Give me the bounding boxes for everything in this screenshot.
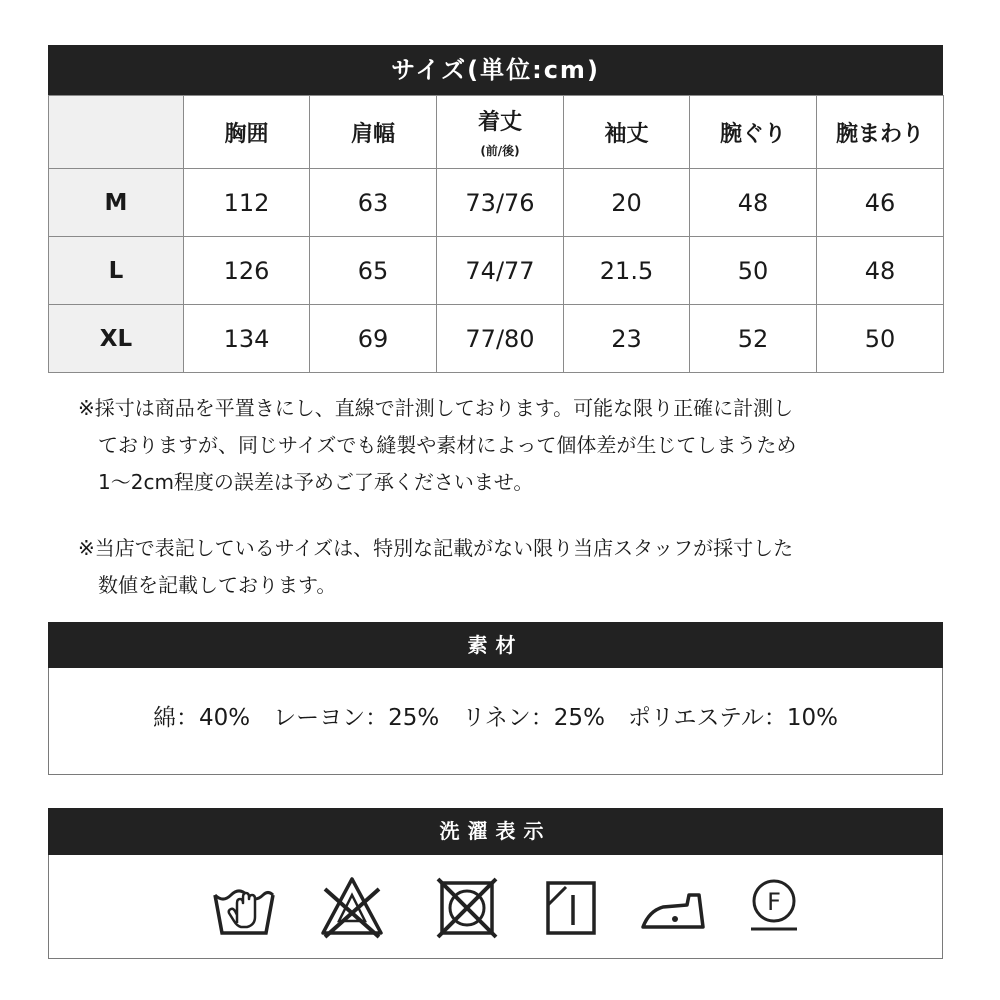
size-table-title: サイズ(単位:cm)	[48, 45, 943, 95]
table-cell: 65	[310, 237, 437, 305]
table-cell: 112	[184, 169, 310, 237]
care-title: 洗濯表示	[48, 808, 943, 855]
size-label-m: M	[49, 169, 184, 237]
material-composition: 綿：40% レーヨン：25% リネン：25% ポリエステル：10%	[48, 668, 943, 775]
header-armhole-label: 腕ぐり	[719, 121, 786, 147]
header-chest-label: 胸囲	[224, 121, 269, 147]
table-cell: 48	[817, 237, 944, 305]
care-label-section	[48, 808, 943, 959]
table-cell: 73/76	[437, 169, 564, 237]
table-cell: 134	[184, 305, 310, 373]
header-arm-circumference	[817, 96, 944, 169]
header-length-label: 着丈	[477, 110, 522, 135]
note-line: 1～2cm程度の誤差は予めご了承くださいませ。	[98, 470, 534, 494]
header-sleeve-label: 袖丈	[604, 121, 649, 147]
header-chest	[184, 96, 310, 169]
no-bleach-icon	[317, 873, 387, 943]
material-title: 素材	[48, 622, 943, 668]
table-cell: 21.5	[564, 237, 690, 305]
size-table-corner-cell	[49, 96, 184, 169]
size-label-xl: XL	[49, 305, 184, 373]
line-dry-shade-icon	[536, 873, 606, 943]
table-cell: 50	[817, 305, 944, 373]
table-cell: 126	[184, 237, 310, 305]
table-row	[49, 305, 944, 373]
table-cell: 77/80	[437, 305, 564, 373]
header-armhole	[690, 96, 817, 169]
table-cell: 69	[310, 305, 437, 373]
header-shoulder	[310, 96, 437, 169]
table-cell: 74/77	[437, 237, 564, 305]
measurement-note	[78, 390, 928, 501]
note-line: ※採寸は商品を平置きにし、直線で計測しております。可能な限り正確に計測し	[78, 396, 794, 420]
hand-wash-icon	[209, 873, 279, 943]
note-line: ※当店で表記しているサイズは、特別な記載がない限り当店スタッフが採寸した	[78, 536, 794, 560]
care-icons-row	[48, 855, 943, 959]
table-row	[49, 169, 944, 237]
header-arm-circumference-label: 腕まわり	[835, 121, 924, 147]
table-cell: 52	[690, 305, 817, 373]
table-cell: 20	[564, 169, 690, 237]
table-cell: 46	[817, 169, 944, 237]
table-row	[49, 237, 944, 305]
table-cell: 50	[690, 237, 817, 305]
note-line: ておりますが、同じサイズでも縫製や素材によって個体差が生じてしまうため	[98, 433, 797, 457]
dry-clean-letter: F	[767, 888, 781, 916]
table-cell: 63	[310, 169, 437, 237]
size-table-section	[48, 45, 943, 373]
size-label-l: L	[49, 237, 184, 305]
low-iron-icon	[637, 873, 707, 943]
no-tumble-dry-icon	[432, 873, 502, 943]
size-table-header-row	[49, 96, 944, 169]
header-shoulder-label: 肩幅	[350, 121, 395, 147]
table-cell: 48	[690, 169, 817, 237]
header-sleeve	[564, 96, 690, 169]
dry-clean-f-icon	[739, 873, 809, 943]
table-cell: 23	[564, 305, 690, 373]
header-length	[437, 96, 564, 169]
material-section	[48, 622, 943, 775]
header-length-sub: (前/後)	[480, 144, 520, 158]
size-table	[48, 95, 944, 373]
size-notation-note	[78, 530, 928, 604]
note-line: 数値を記載しております。	[98, 573, 337, 597]
